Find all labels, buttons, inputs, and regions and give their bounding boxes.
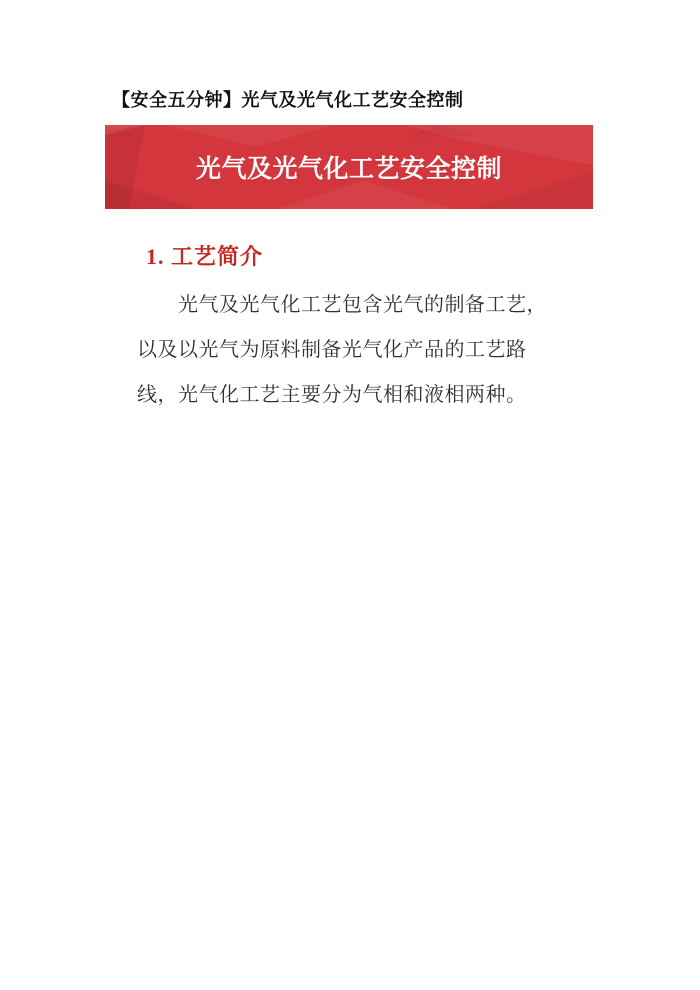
paragraph-line: 线，光气化工艺主要分为气相和液相两种。 (137, 384, 527, 406)
section-heading: 1. 工艺简介 (146, 244, 264, 269)
paragraph-line: 光气及光气化工艺包含光气的制备工艺， (178, 294, 547, 316)
paragraph-line: 以及以光气为原料制备光气化产品的工艺路 (137, 339, 527, 361)
intro-paragraph (137, 283, 587, 418)
document-header-title: 【安全五分钟】光气及光气化工艺安全控制 (112, 90, 464, 110)
banner-title-text: 光气及光气化工艺安全控制 (195, 155, 502, 183)
title-banner (105, 125, 593, 209)
